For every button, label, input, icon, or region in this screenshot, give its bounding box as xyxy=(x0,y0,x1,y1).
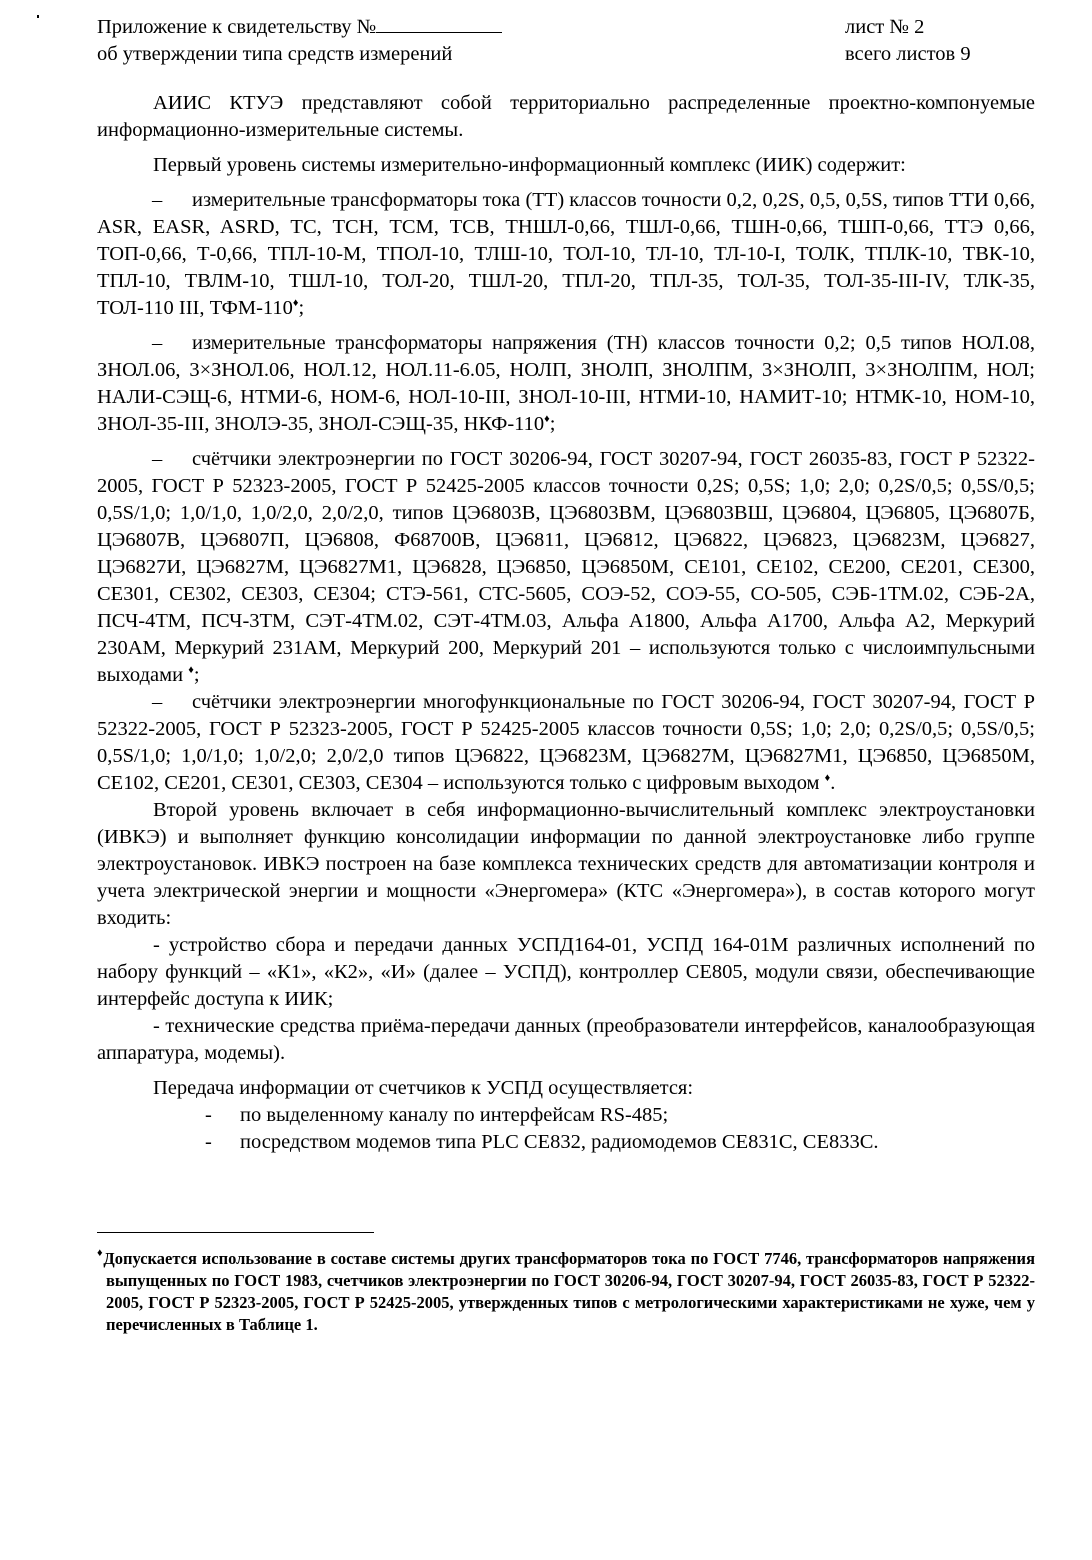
footnote-text: Допускается использование в составе системы других трансформаторов тока по ГОСТ 7746, трансформаторов напряжения выпущенных по ГОСТ 1983, счетчиков электроэнергии по ГОСТ 30206-94, ГОСТ 30207-94, ГОСТ 26035-83, ГОСТ Р 52322-2005, ГОСТ Р 52323-2005, ГОСТ Р 52425-2005, утвержденных типов с метрологическими характеристиками не хуже, чем у перечисленных в Таблице 1. xyxy=(103,1249,1035,1334)
dash-marker: - xyxy=(205,1104,212,1126)
footnote-mark: ♦ xyxy=(544,413,550,425)
footnote xyxy=(97,1248,1035,1336)
level1-item-meters-pulse: – счётчики электроэнергии по ГОСТ 30206-94, ГОСТ 30207-94, ГОСТ 26035-83, ГОСТ Р 52322-2005, ГОСТ Р 52323-2005, ГОСТ Р 52425-2005 классов точности 0,2S; 0,5S; 1,0; 2,0; 0,2S/0,5; 0,5S/0,5; 0,5S/1,0; 1,0/1,0, 1,0/2,0, 2,0/2,0, типов ЦЭ6803В, ЦЭ6803ВМ, ЦЭ6803ВШ, ЦЭ6804, ЦЭ6805, ЦЭ6807Б, ЦЭ6807В, ЦЭ6807П, ЦЭ6808, Ф68700В, ЦЭ6811, ЦЭ6812, ЦЭ6822, ЦЭ6823, ЦЭ6823М, ЦЭ6827, ЦЭ6827И, ЦЭ6827М, ЦЭ6827М1, ЦЭ6828, ЦЭ6850, ЦЭ6850М, СЕ101, СЕ102, СЕ200, СЕ201, СЕ300, СЕ301, СЕ302, СЕ303, СЕ304; СТЭ-561, СТС-5605, СОЭ-52, СОЭ-55, СО-505, СЭБ-1ТМ.02, СЭБ-2А, ПСЧ-4ТМ, ПСЧ-3ТМ, СЭТ-4ТМ.02, СЭТ-4ТМ.03, Альфа А1800, Альфа А1700, Альфа А2, Меркурий 230АМ, Меркурий 231АМ, Меркурий 200, Меркурий 201 – используются только с числоимпульсными выходами ♦; xyxy=(97,448,1035,686)
page-header xyxy=(97,14,987,68)
document-body xyxy=(97,90,1035,1156)
dash-marker: – xyxy=(152,691,163,713)
level1-item-meters-digital: – счётчики электроэнергии многофункциональные по ГОСТ 30206-94, ГОСТ 30207-94, ГОСТ Р 52322-2005, ГОСТ Р 52323-2005, ГОСТ Р 52425-2005 классов точности 0,5S; 1,0; 2,0; 0,2S/0,5; 0,5S/0,5; 0,5S/1,0; 1,0/1,0; 1,0/2,0; 2,0/2,0 типов ЦЭ6822, ЦЭ6823М, ЦЭ6827М, ЦЭ6827М1, ЦЭ6850, ЦЭ6850М, СЕ102, СЕ201, СЕ301, СЕ303, СЕ304 – используются только с цифровым выходом ♦. xyxy=(97,691,1035,794)
total-sheets: всего листов 9 xyxy=(845,43,971,65)
level2-paragraph: Второй уровень включает в себя информационно-вычислительный комплекс электроустановки (ИВКЭ) и выполняет функцию консолидации информации по данной электроустановке либо группе электроустановок. ИВКЭ построен на базе комплекса технических средств для автоматизации контроля и учета электрической энергии и мощности «Энергомера» (КТС «Энергомера»), в состав которого могут входить: xyxy=(97,799,1035,929)
footnote-separator xyxy=(97,1232,374,1233)
transfer-item-modems: - посредством модемов типа PLC CE832, радиомодемов CE831C, CE833C. xyxy=(97,1129,1035,1156)
transfer-item-rs485: - по выделенному каналу по интерфейсам RS-485; xyxy=(97,1102,1035,1129)
level1-item-current-transformers: – измерительные трансформаторы тока (ТТ) классов точности 0,2, 0,2S, 0,5, 0,5S, типов ТТИ 0,66, ASR, EASR, ASRD, ТС, ТСН, ТСМ, ТСВ, ТНШЛ-0,66, ТШЛ-0,66, ТШН-0,66, ТШП-0,66, ТТЭ 0,66, ТОП-0,66, Т-0,66, ТПЛ-10-М, ТПОЛ-10, ТЛШ-10, ТОЛ-10, ТЛ-10, ТЛ-10-I, ТОЛК, ТПЛК-10, ТВК-10, ТПЛ-10, ТВЛМ-10, ТШЛ-10, ТОЛ-20, ТШЛ-20, ТПЛ-20, ТПЛ-35, ТОЛ-35, ТОЛ-35-III-IV, ТЛК-35, ТОЛ-110 III, ТФМ-110♦; xyxy=(97,189,1035,319)
level2-item-transmission-means: - технические средства приёма-передачи данных (преобразователи интерфейсов, каналообразующая аппаратура, модемы). xyxy=(97,1015,1035,1064)
scan-speck xyxy=(37,15,39,18)
transfer-list xyxy=(97,1102,1035,1156)
intro-paragraph: АИИС КТУЭ представляют собой территориально распределенные проектно-компонуемые информационно-измерительные системы. xyxy=(97,92,1035,141)
footnote-mark: ♦ xyxy=(97,1247,104,1259)
footnote-mark: ♦ xyxy=(824,772,831,784)
certificate-number-blank xyxy=(376,14,502,33)
level1-heading: Первый уровень системы измерительно-информационный комплекс (ИИК) содержит: xyxy=(153,154,906,176)
dash-marker: – xyxy=(152,332,163,354)
dash-marker: – xyxy=(152,448,163,470)
transfer-heading: Передача информации от счетчиков к УСПД осуществляется: xyxy=(153,1077,694,1099)
sheet-number: лист № 2 xyxy=(845,16,925,38)
level2-item-uspd: - устройство сбора и передачи данных УСПД164-01, УСПД 164-01М различных исполнений по набору функций – «К1», «К2», «И» (далее – УСПД), контроллер СЕ805, модули связи, обеспечивающие интерфейс доступа к ИИК; xyxy=(97,934,1035,1010)
level1-item-voltage-transformers: – измерительные трансформаторы напряжения (ТН) классов точности 0,2; 0,5 типов НОЛ.08, ЗНОЛ.06, 3×ЗНОЛ.06, НОЛ.12, НОЛ.11-6.05, НОЛП, ЗНОЛП, ЗНОЛПМ, 3×ЗНОЛП, 3×ЗНОЛПМ, НОЛ; НАЛИ-СЭЩ-6, НТМИ-6, НОМ-6, НОЛ-10-III, ЗНОЛ-10-III, НТМИ-10, НАМИТ-10; НТМК-10, НОМ-10, ЗНОЛ-35-III, ЗНОЛЭ-35, ЗНОЛ-СЭЩ-35, НКФ-110♦; xyxy=(97,332,1035,435)
dash-marker: – xyxy=(152,189,163,211)
header-left-line2: об утверждении типа средств измерений xyxy=(97,43,453,65)
dash-marker: - xyxy=(205,1131,212,1153)
footnote-mark: ♦ xyxy=(292,297,299,309)
header-left-line1: Приложение к свидетельству № xyxy=(97,14,502,41)
footnote-mark: ♦ xyxy=(188,664,194,676)
